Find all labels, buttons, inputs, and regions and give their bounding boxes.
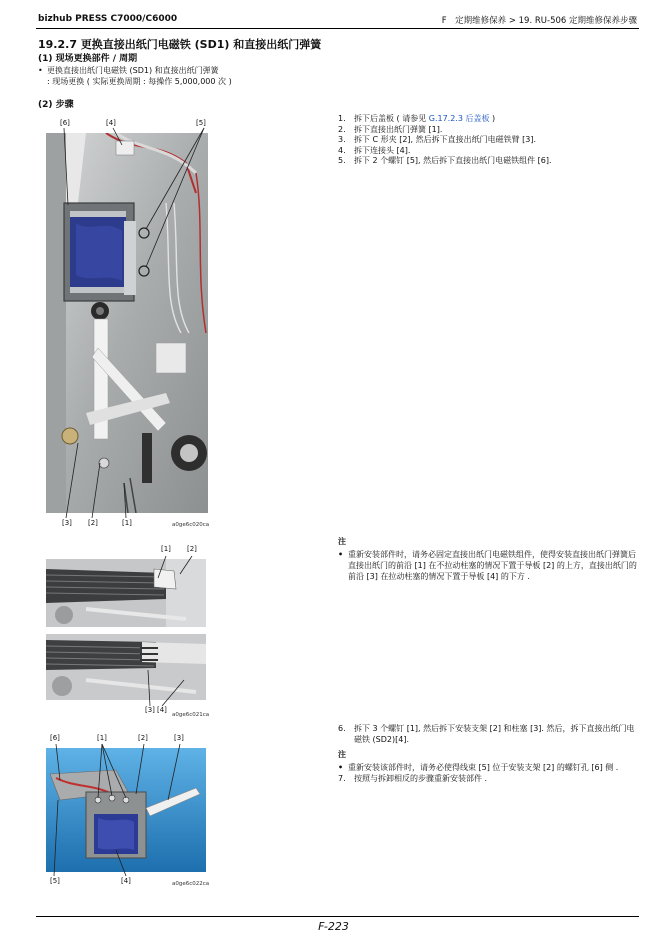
- fig2-label-4: [4]: [157, 706, 167, 714]
- fig2-label-1: [1]: [161, 545, 171, 553]
- step-number: 5.: [338, 156, 346, 166]
- step-number: 4.: [338, 145, 346, 155]
- fig3-label-3: [3]: [174, 734, 184, 742]
- header-section: F 定期维修保养 > 19. RU-506 定期维修保养步骤: [441, 16, 637, 26]
- parts-bullet-line1: 更换直接出纸门电磁铁 (SD1) 和直接出纸门弹簧: [47, 66, 219, 75]
- fig2b-leader-lines: [140, 650, 200, 710]
- fig3-label-4: [4]: [121, 877, 131, 885]
- subheading-steps: (2) 步骤: [38, 100, 74, 110]
- fig3-id: a0ge6c022ca: [172, 881, 210, 887]
- step-text: 拆下 2 个螺钉 [5], 然后拆下直接出纸门电磁铁组件 [6].: [354, 156, 552, 166]
- step-1: [338, 114, 638, 125]
- fig3-label-2: [2]: [138, 734, 148, 742]
- step-number: 6.: [338, 724, 346, 733]
- steps-list: [338, 114, 638, 167]
- link-rear-cover[interactable]: G.17.2.3 后盖板: [428, 114, 490, 123]
- step-text: 拆下直接出纸门弹簧 [1].: [354, 124, 443, 134]
- step-3: [338, 135, 638, 146]
- step-7: [338, 773, 638, 784]
- step-5: [338, 156, 638, 167]
- fig3-leader-lines: [40, 740, 190, 880]
- fig1-label-2: [2]: [88, 519, 98, 527]
- fig1-label-4: [4]: [106, 119, 116, 127]
- note-text-2: 重新安装该部件时，请务必使得线束 [5] 位于安装支架 [2] 的螺钉孔 [6] 侧 .: [348, 763, 619, 772]
- section-title: 19.2.7 更换直接出纸门电磁铁 (SD1) 和直接出纸门弹簧: [38, 38, 322, 51]
- step-text: 拆下 C 形夹 [2], 然后拆下直接出纸门电磁铁臂 [3].: [354, 135, 537, 145]
- step-text-end: ): [489, 114, 496, 123]
- step-text: 拆下 3 个螺钉 [1], 然后拆下安装支架 [2] 和柱塞 [3]. 然后，拆下直接出纸门电磁铁 (SD2)[4].: [354, 724, 635, 744]
- header-product: bizhub PRESS C7000/C6000: [38, 14, 178, 24]
- fig1-label-6: [6]: [60, 119, 70, 127]
- step-text: 拆下连接头 [4].: [354, 145, 411, 155]
- step-2: [338, 125, 638, 136]
- note-reinstall-1: [338, 536, 638, 582]
- fig3-label-1: [1]: [97, 734, 107, 742]
- page-number: F-223: [318, 920, 349, 933]
- fig2-id: a0ge6c021ca: [172, 712, 210, 718]
- fig1-label-1: [1]: [122, 519, 132, 527]
- fig2a-leader-lines: [150, 550, 200, 590]
- fig1-id: a0ge6c020ca: [172, 522, 210, 528]
- subheading-parts: (1) 现场更换部件 / 周期: [38, 54, 138, 64]
- note-text: 重新安装部件时，请务必固定直接出纸门电磁铁组件，使得安装直接出纸门弹簧后直接出纸门的前沿 [1] 在不拉动柱塞的情况下置于导板 [2] 的上方，直接出纸门的前沿 [3] 在拉动柱塞的情况下置于导板 [4] 的下方 .: [348, 550, 637, 581]
- step-text: 按照与拆卸相反的步骤重新安装部件 .: [354, 774, 488, 783]
- step-4: [338, 146, 638, 157]
- step-number: 2.: [338, 124, 346, 134]
- parts-bullet: [38, 65, 232, 87]
- bullet-dot: •: [38, 66, 43, 75]
- step-6: [338, 723, 638, 745]
- step-number: 1.: [338, 114, 346, 123]
- footer-rule: [36, 916, 639, 917]
- header-rule: [36, 28, 639, 29]
- step-text: 拆下后盖板 ( 请参见: [354, 114, 429, 123]
- fig1-leader-lines: [40, 125, 220, 525]
- note-bullet: •: [338, 550, 344, 559]
- parts-bullet-line2: : 现场更换 ( 实际更换周期 : 每操作 5,000,000 次 ): [47, 77, 232, 86]
- fig2-label-2: [2]: [187, 545, 197, 553]
- fig3-label-6: [6]: [50, 734, 60, 742]
- step-number: 3.: [338, 135, 346, 145]
- step-number: 7.: [338, 774, 346, 783]
- note-heading: 注: [338, 537, 346, 546]
- note-heading-2: 注: [338, 750, 346, 759]
- fig1-label-3: [3]: [62, 519, 72, 527]
- steps-list-2: [338, 723, 638, 784]
- fig3-label-5: [5]: [50, 877, 60, 885]
- fig1-label-5: [5]: [196, 119, 206, 127]
- fig2-label-3: [3]: [145, 706, 155, 714]
- note-bullet: •: [338, 763, 344, 772]
